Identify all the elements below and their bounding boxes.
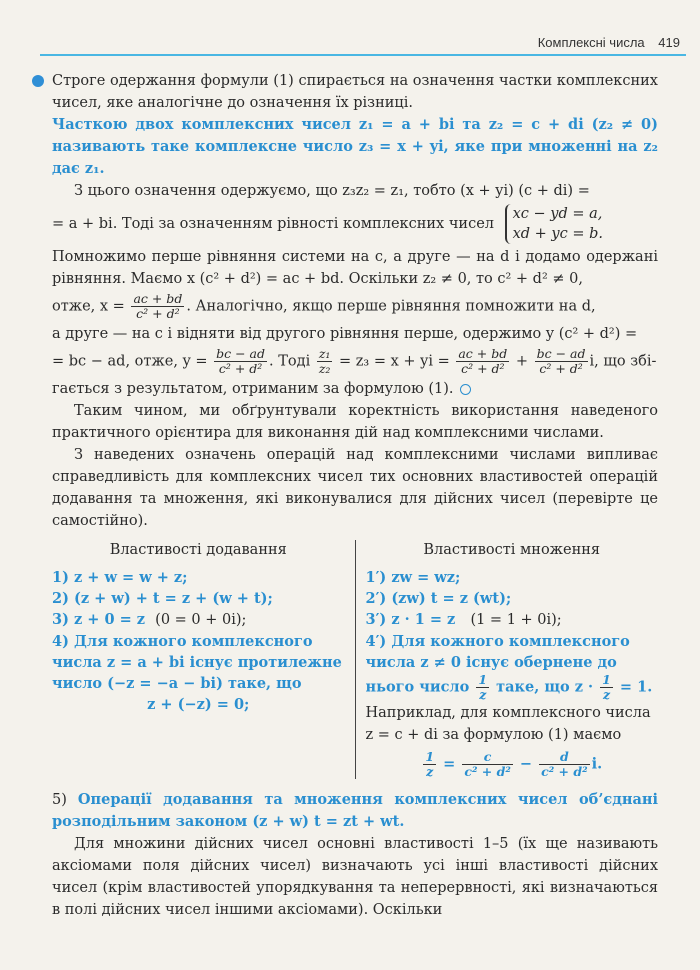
bullet-icon	[32, 75, 44, 87]
fraction-reciprocal: $\frac{1}{z}$	[425, 749, 435, 779]
multiplication-title: Властивості множення	[423, 542, 601, 558]
fraction-y: $\frac{bc - ad}{\text{c² + d²}}$	[216, 346, 266, 376]
running-header	[538, 35, 680, 50]
paragraph-conclusion: гається з результатом, отриманим за формулою (1).	[52, 378, 658, 400]
equation-system: xc − yd = a, xd + yc = b.	[505, 204, 609, 244]
fraction-c: $\frac{c}{\text{c² + d²}}$	[464, 749, 511, 779]
fraction-real: $\frac{ac + bd}{\text{c² + d²}}$	[458, 346, 508, 376]
fraction-inverse-2: $\frac{1}{z}$	[602, 672, 611, 702]
paragraph-x: отже, x = $\frac{ac + bd}{\text{c² + d²}}$ . Аналогічно, якщо перше рівняння помножити на d,	[52, 291, 596, 321]
fraction-inverse: $\frac{1}{z}$	[478, 672, 488, 702]
chapter-title: Комплексні числа	[537, 35, 645, 50]
end-proof-icon	[460, 384, 471, 395]
paragraph-properties: З наведених означень операцій над комплексними числами випливає справедливість для комплексних чисел тих основних властивостей операцій додавання та множення, які виконувалися для дійсних чисел (перевірте це самостійно).	[52, 447, 658, 529]
multiplication-column	[355, 540, 659, 779]
addition-prop-1: 1) z + w = w + z;	[52, 569, 188, 586]
paragraph-y: = bc − ad, отже, y = $\frac{bc - ad}{\text{c² + d²}}$ . Тоді $\frac{\text{z₁}}{\text{z₂}}$ = z₃ = x + yi = $\frac{ac + bd}{\text{c² + d²}}$ + $\frac{bc - ad}{\text{c² + d²}}$ i, що збі-	[52, 346, 657, 376]
fraction-z: $\frac{\text{z₁}}{\text{z₂}}$	[318, 346, 331, 376]
mult-prop-4: 4′) Для кожного комплексного числа z ≠ 0 існує обернене до нього число $\frac{1}{z}$ таке, що z · $\frac{1}{z}$ = 1. Наприклад, для комплексного числа z = c + di за формулою (1) маємо	[365, 633, 653, 743]
definition: Часткою двох комплексних чисел z₁ = a + bi та z₂ = c + di (z₂ ≠ 0) називають таке комплексне число z₃ = x + yi, яке при множенні на z₂ дає z₁.	[52, 116, 658, 177]
addition-prop-2: 2) (z + w) + t = z + (w + t);	[52, 590, 273, 607]
mult-prop-1: 1′) zw = wz;	[365, 569, 461, 586]
paragraph-intro: Строге одержання формули (1) спирається на означення частки комплексних чисел, яке аналогічне до означення їх різниці.	[52, 70, 658, 114]
page-body	[52, 70, 658, 921]
addition-prop-4: 4) Для кожного комплексного числа z = a + bi існує протилежне число (−z = −a − bi) таке, що	[52, 633, 342, 692]
mult-prop-3: 3′) z · 1 = z (1 = 1 + 0i);	[365, 611, 562, 628]
fraction-x: $\frac{ac + bd}{\text{c² + d²}}$	[133, 291, 183, 321]
paragraph-y-intro: а друге — на c і відняти від другого рівняння перше, одержимо y (c² + d²) =	[52, 326, 638, 342]
header-rule	[40, 54, 686, 56]
paragraph-multiply: Помножимо перше рівняння системи на c, а друге — на d і додамо одержані рівняння. Маємо x (c² + d²) = ac + bd. Оскільки z₂ ≠ 0, то c² + d² ≠ 0,	[52, 249, 658, 287]
item-5: 5) Операції додавання та множення комплексних чисел об’єднані розподільним законом (z + w) t = zt + wt.	[52, 791, 658, 830]
addition-prop-4-formula: z + (−z) = 0;	[147, 696, 250, 713]
page-number: 419	[658, 35, 680, 50]
addition-prop-3: 3) z + 0 = z (0 = 0 + 0i);	[52, 611, 247, 628]
fraction-imag: $\frac{bc - ad}{\text{c² + d²}}$	[536, 346, 586, 376]
mult-prop-2: 2′) (zw) t = z (wt);	[365, 590, 512, 607]
properties-table	[52, 540, 658, 779]
addition-column	[52, 540, 355, 779]
paragraph-justified: Таким чином, ми обґрунтували коректність використання наведеного практичного орієнтира для виконання дій над комплексними числами.	[52, 403, 658, 441]
fraction-d: $\frac{d}{\text{c² + d²}}$	[541, 749, 588, 779]
paragraph-equality: = a + bi. Тоді за означенням рівності комплексних чисел xc − yd = a, xd + yc = b.	[52, 204, 658, 244]
paragraph-axioms: Для множини дійсних чисел основні властивості 1–5 (їх ще називають аксіомами поля дійсних чисел) визначають усі інші властивості дійсних чисел (крім властивостей упорядкування та неперервності, які визначаються в полі дійсних чисел іншими аксіомами). Оскільки	[52, 836, 658, 918]
paragraph-derivation: З цього означення одержуємо, що z₃z₂ = z₁, тобто (x + yi) (c + di) =	[74, 183, 590, 199]
addition-title: Властивості додавання	[109, 542, 287, 558]
mult-example-formula: $\frac{1}{z}$ = $\frac{c}{\text{c² + d²}}$ − $\frac{d}{\text{c² + d²}}$ i.	[425, 749, 603, 779]
